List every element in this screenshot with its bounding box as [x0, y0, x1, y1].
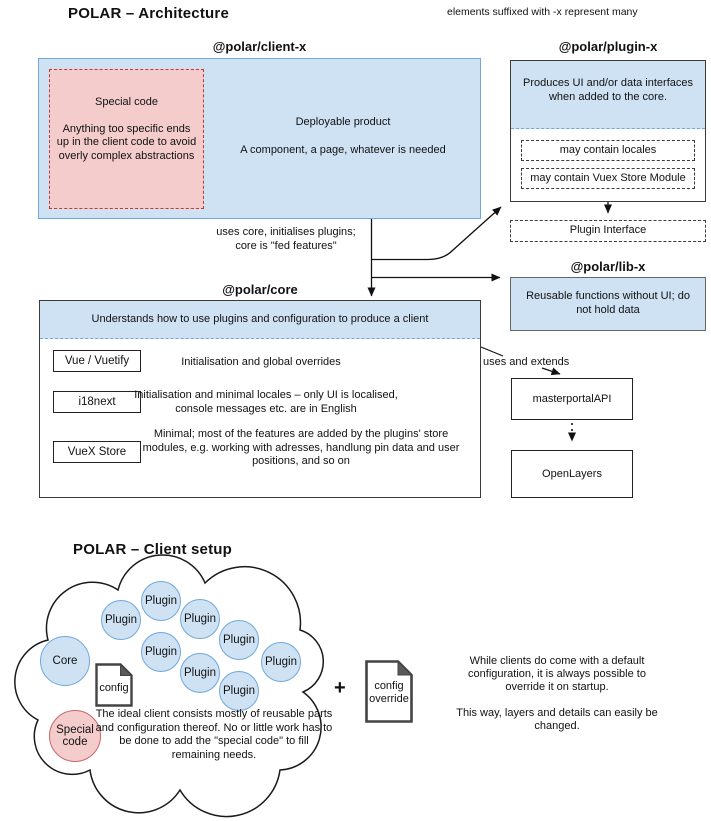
core-row-i18next-desc: Initialisation and minimal locales – only UI is localised, console messages etc. are in English — [134, 389, 398, 415]
openlayers-box: OpenLayers — [511, 450, 633, 498]
lib-box — [510, 277, 706, 331]
override-explanation-p1: While clients do come with a default configuration, it is always possible to override it on startup. — [468, 655, 646, 693]
plugin-locales-box: may contain locales — [521, 140, 695, 161]
config-override-label: config override — [369, 680, 409, 705]
override-explanation-p2: This way, layers and details can easily be changed. — [456, 707, 658, 732]
plugin-header — [511, 61, 705, 129]
config-doc-label: config — [99, 682, 129, 694]
plugin-circle-5: Plugin — [141, 632, 181, 672]
deployable-line1: Deployable product — [295, 116, 391, 128]
plugin-circle-1: Plugin — [141, 581, 181, 621]
cloud-text: The ideal client consists mostly of reusable parts and configuration thereof. No or little work has to be done to add the "special code" to fill remaining needs. — [95, 708, 333, 761]
deployable-line2: A component, a page, whatever is needed — [240, 143, 446, 156]
core-row-vue-desc: Initialisation and global overrides — [181, 356, 341, 368]
architecture-title: POLAR – Architecture — [68, 5, 229, 22]
core-desc: Understands how to use plugins and configuration to produce a client — [91, 313, 429, 325]
uses-extends-label: uses and extends — [483, 356, 570, 368]
config-doc — [95, 663, 133, 707]
leader-uses-extends — [481, 347, 503, 356]
special-code-box — [49, 69, 204, 209]
special-code-circle: Special code — [49, 710, 101, 762]
client-box — [38, 58, 481, 219]
plus-sign: + — [334, 677, 346, 699]
plugin-circle-6: Plugin — [261, 642, 301, 682]
plugin-circle-8: Plugin — [219, 671, 259, 711]
plugin-circle-4: Plugin — [219, 620, 259, 660]
client-box-heading: @polar/client-x — [212, 39, 307, 54]
lib-box-heading: @polar/lib-x — [570, 259, 646, 274]
core-box-heading: @polar/core — [222, 282, 298, 297]
masterportal-api-box: masterportalAPI — [511, 378, 633, 420]
special-code-body: Anything too specific ends up in the client code to avoid overly complex abstractions — [56, 122, 197, 162]
plugin-circle-7: Plugin — [180, 653, 220, 693]
deployable-product-text — [204, 116, 482, 157]
plugin-desc: Produces UI and/or data interfaces when added to the core. — [523, 77, 693, 103]
core-row-vuex-desc: Minimal; most of the features are added by the plugins' store modules, e.g. working with adresses, handlung pin data and user positions, and so on — [142, 428, 460, 467]
suffix-note: elements suffixed with -x represent many — [447, 6, 638, 18]
lib-desc: Reusable functions without UI; do not hold data — [526, 290, 690, 316]
plugin-vuex-box: may contain Vuex Store Module — [521, 168, 695, 189]
plugin-circle-2: Plugin — [101, 600, 141, 640]
plugin-box — [510, 60, 706, 202]
config-override-doc — [365, 660, 413, 723]
special-code-title: Special code — [95, 96, 158, 108]
core-row-i18next-label: i18next — [53, 391, 141, 413]
override-explanation — [447, 655, 667, 733]
core-circle: Core — [40, 636, 90, 686]
core-row-vue-label: Vue / Vuetify — [53, 350, 141, 372]
plugin-circle-3: Plugin — [180, 599, 220, 639]
plugin-box-heading: @polar/plugin-x — [558, 39, 658, 54]
core-header — [40, 301, 480, 339]
core-box — [39, 300, 481, 498]
core-row-vuex-label: VueX Store — [53, 441, 141, 463]
uses-core-label: uses core, initialises plugins; core is "fed features" — [216, 226, 356, 252]
client-setup-title: POLAR – Client setup — [73, 541, 233, 558]
plugin-interface-box: Plugin Interface — [510, 220, 706, 242]
